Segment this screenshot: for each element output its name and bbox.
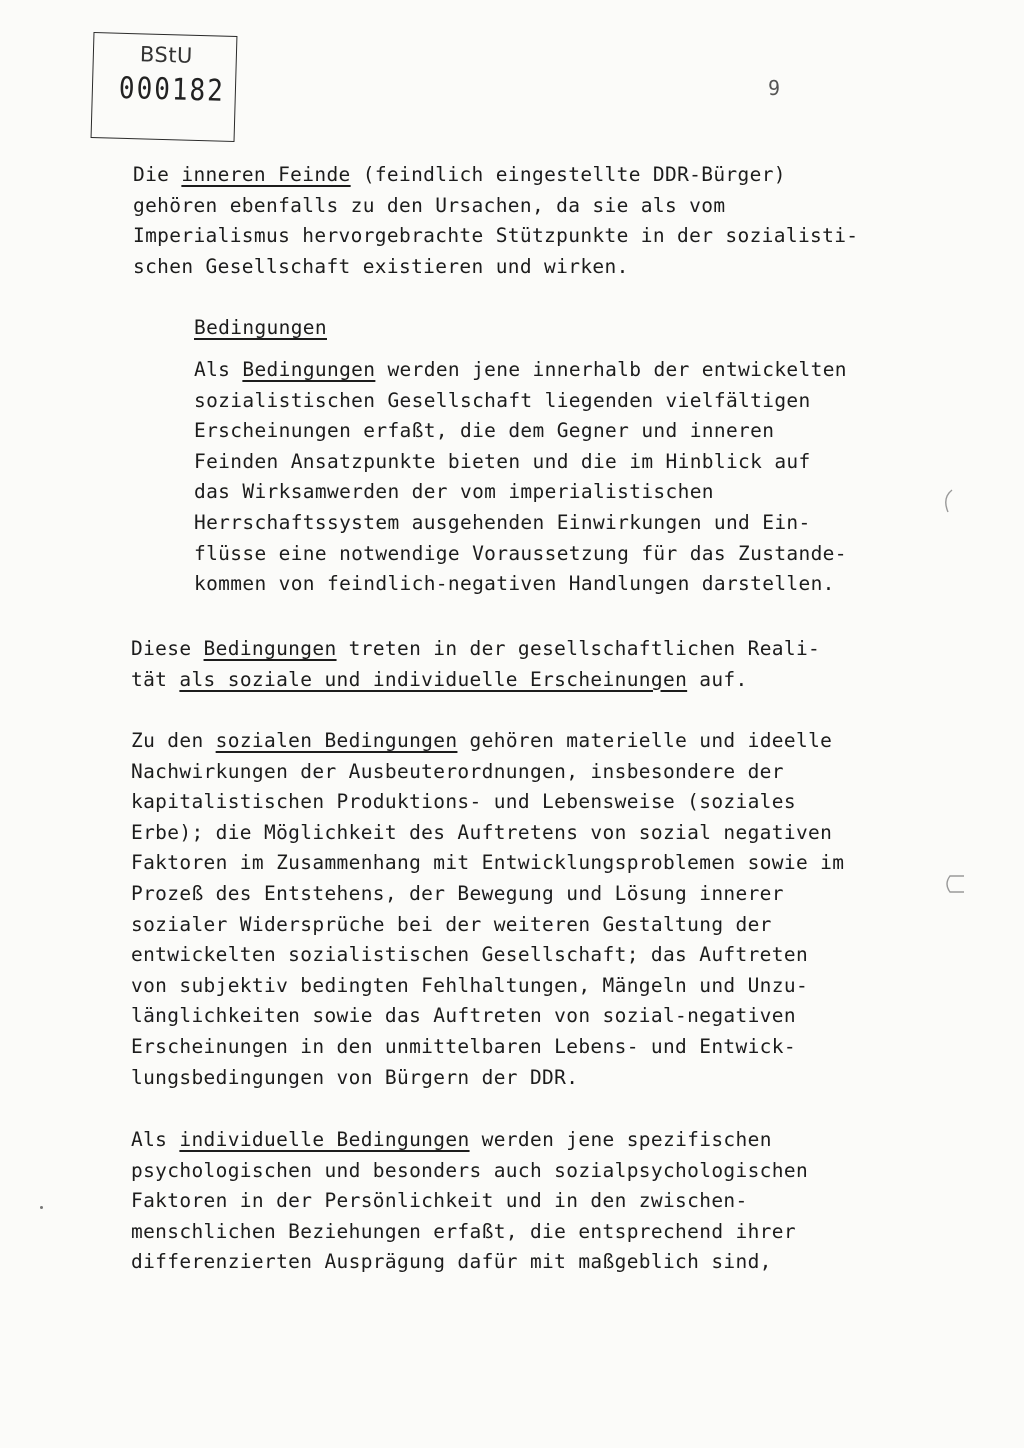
archive-stamp (91, 32, 238, 142)
text-line: Imperialismus hervorgebrachte Stützpunkte in der sozialisti- (133, 224, 859, 248)
page-number: 9 (768, 76, 781, 100)
text-line: Prozeß des Entstehens, der Bewegung und Lösung innerer (131, 881, 784, 905)
text-line: Herrschaftssystem ausgehenden Einwirkungen und Ein- (194, 510, 811, 534)
text-line: das Wirksamwerden der vom imperialistischen (194, 480, 714, 504)
text-line: schen Gesellschaft existieren und wirken. (133, 254, 629, 278)
text-line: Erbe); die Möglichkeit des Auftretens von sozial negativen (131, 820, 833, 844)
text-line: lungsbedingungen von Bürgern der DDR. (131, 1065, 579, 1089)
underlined-term: inneren Feinde (181, 163, 351, 186)
text-line: entwickelten sozialistischen Gesellschaft; das Auftreten (131, 943, 809, 967)
section-heading: Bedingungen (194, 316, 327, 339)
text-line: tät als soziale und individuelle Erscheinungen auf. (131, 667, 748, 691)
text-line: länglichkeiten sowie das Auftreten von sozial-negativen (131, 1004, 796, 1028)
text-line: Als Bedingungen werden jene innerhalb der entwickelten (194, 358, 847, 381)
text-line: Faktoren in der Persönlichkeit und in den zwischen- (131, 1189, 748, 1213)
text-line: Diese Bedingungen treten in der gesellschaftlichen Reali- (131, 637, 821, 660)
text-line: Nachwirkungen der Ausbeuterordnungen, insbesondere der (131, 759, 784, 783)
text-line: gehören ebenfalls zu den Ursachen, da sie als vom (133, 193, 726, 217)
text-line: sozialer Widersprüche bei der weiteren Gestaltung der (131, 912, 772, 936)
text-line: Erscheinungen in den unmittelbaren Lebens- und Entwick- (131, 1034, 796, 1058)
stamp-org: BStU (139, 42, 194, 68)
text-line: flüsse eine notwendige Voraussetzung für das Zustande- (194, 541, 847, 565)
margin-mark (940, 870, 970, 900)
paragraph-individual-conditions (131, 1125, 808, 1278)
text-line: psychologischen und besonders auch sozialpsychologischen (131, 1158, 809, 1182)
underlined-term: Bedingungen (203, 637, 337, 660)
text-line: differenzierten Ausprägung dafür mit maßgeblich sind, (131, 1250, 772, 1274)
text-line: von subjektiv bedingten Fehlhaltungen, Mängeln und Unzu- (131, 973, 809, 997)
underlined-term: als soziale und individuelle Erscheinungen (179, 667, 688, 691)
paragraph-inner-enemies (133, 160, 858, 282)
stamp-number: 000182 (118, 71, 226, 109)
text-line: Feinden Ansatzpunkte bieten und die im Hinblick auf (194, 449, 811, 473)
text-line: kapitalistischen Produktions- und Lebensweise (soziales (131, 790, 796, 814)
margin-dot (40, 1206, 43, 1209)
paragraph-conditions-definition (194, 355, 847, 600)
underlined-term: individuelle Bedingungen (179, 1128, 470, 1151)
text-line: kommen von feindlich-negativen Handlungen darstellen. (194, 572, 835, 596)
underlined-term: Bedingungen (242, 358, 376, 381)
text-line: menschlichen Beziehungen erfaßt, die entsprechend ihrer (131, 1219, 796, 1243)
text-line: Als individuelle Bedingungen werden jene spezifischen (131, 1128, 772, 1151)
paragraph-social-conditions (131, 726, 844, 1093)
paragraph-conditions-realisation (131, 634, 820, 695)
margin-mark (936, 486, 960, 516)
text-line: sozialistischen Gesellschaft liegenden vielfältigen (194, 388, 811, 412)
text-line: Zu den sozialen Bedingungen gehören materielle und ideelle (131, 729, 833, 752)
text-line: Erscheinungen erfaßt, die dem Gegner und inneren (194, 419, 775, 443)
underlined-term: sozialen Bedingungen (215, 729, 458, 752)
text-line: Die inneren Feinde (feindlich eingestellte DDR-Bürger) (133, 163, 786, 186)
text-line: Faktoren im Zusammenhang mit Entwicklungsproblemen sowie im (131, 851, 845, 875)
